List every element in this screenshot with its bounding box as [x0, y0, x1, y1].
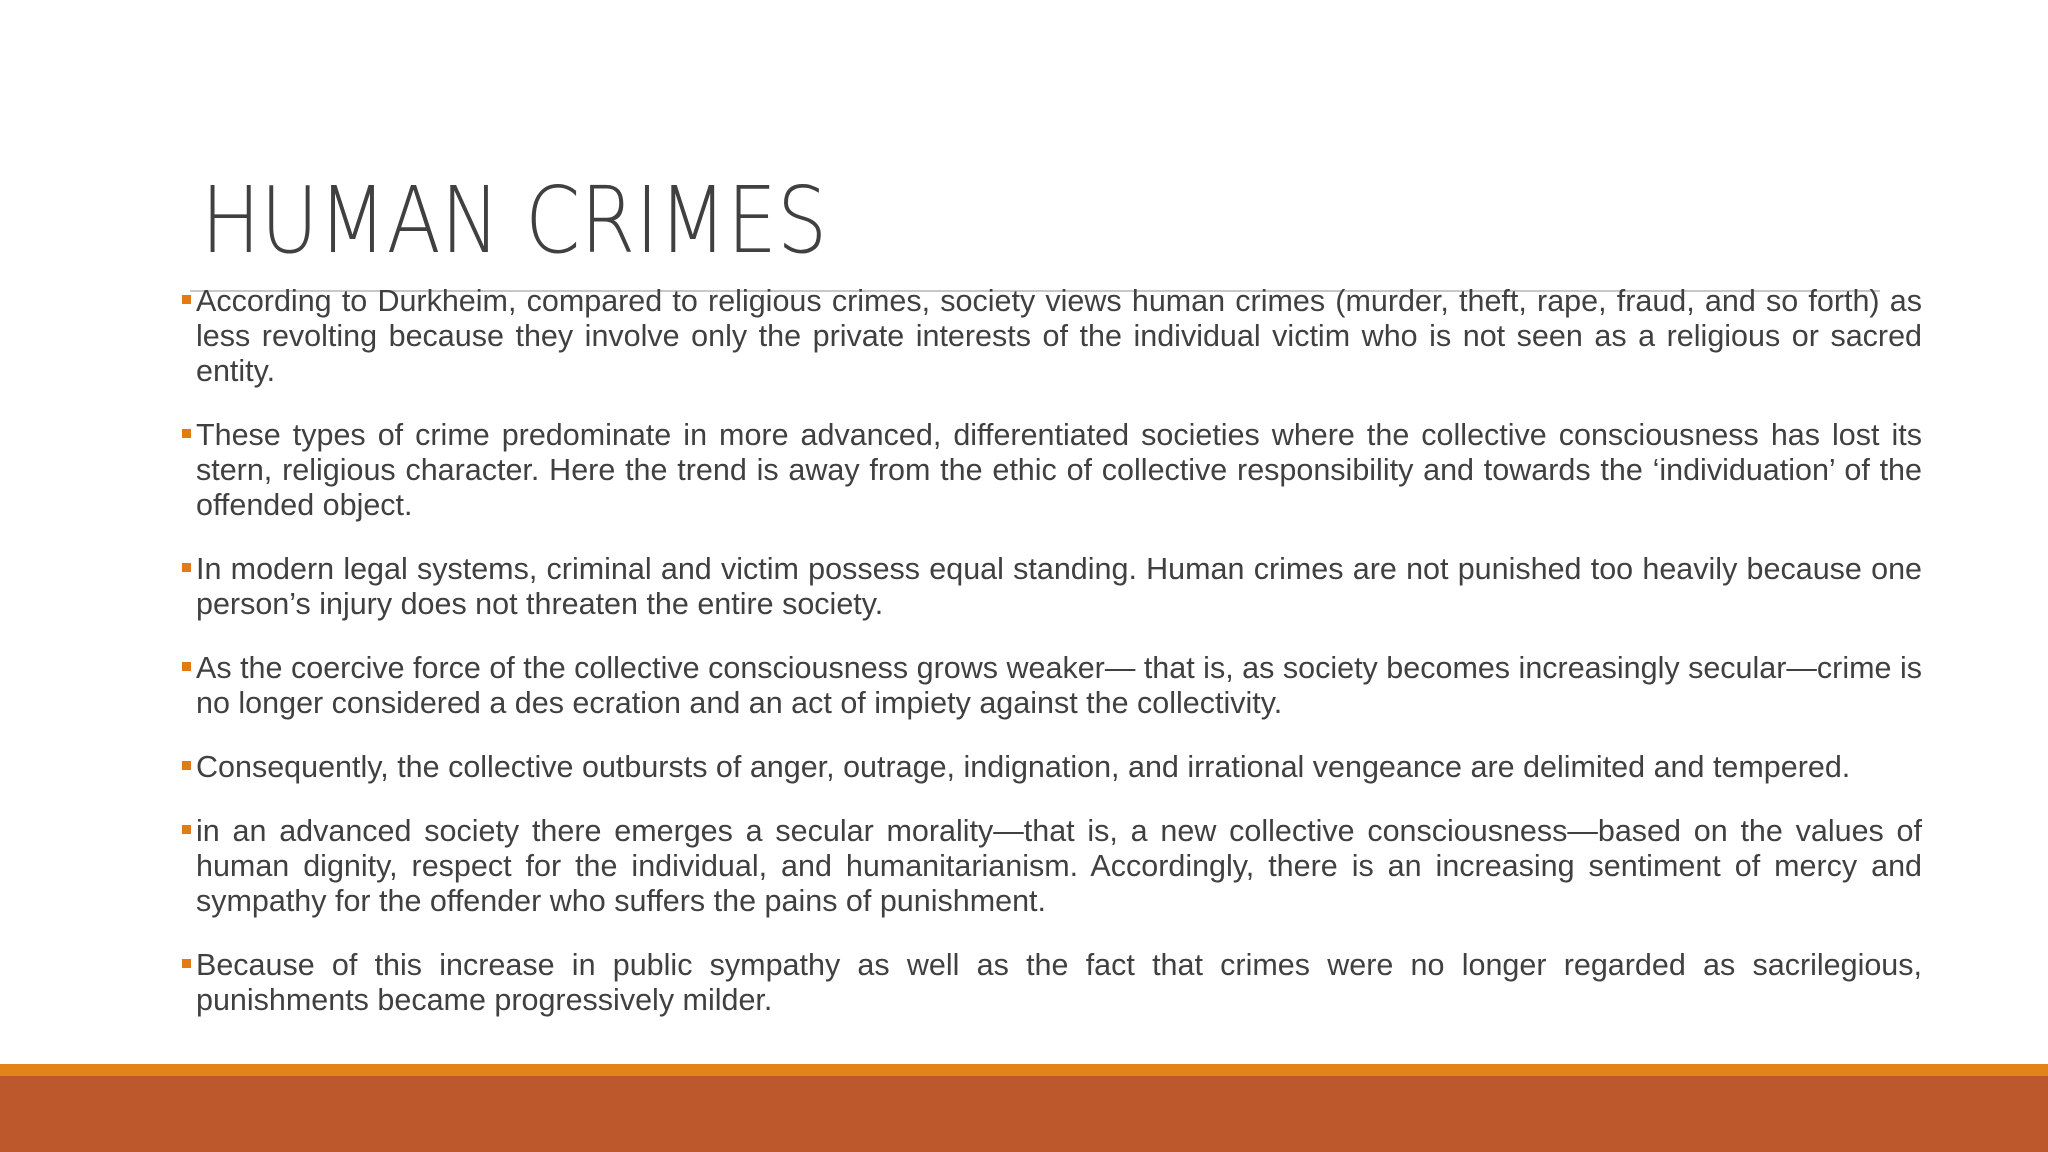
bullet-text: Because of this increase in public sympathy as well as the fact that crimes were no longer regarded as sacrilegious, punishments became progressively milder. [196, 948, 1922, 1017]
bullet-item [180, 814, 1922, 919]
square-bullet-icon [182, 761, 191, 770]
bullet-item [180, 750, 1922, 785]
bullet-item [180, 284, 1922, 389]
square-bullet-icon [182, 295, 191, 304]
bullet-item [180, 418, 1922, 523]
bullet-item [180, 948, 1922, 1018]
bullet-text: In modern legal systems, criminal and victim possess equal standing. Human crimes are not punished too heavily because one person’s injury does not threaten the entire society. [196, 552, 1922, 621]
footer-bar [0, 1076, 2048, 1152]
bullet-list [180, 284, 1922, 1047]
square-bullet-icon [182, 959, 191, 968]
footer-accent-stripe [0, 1064, 2048, 1076]
bullet-item [180, 651, 1922, 721]
slide-title: HUMAN CRIMES [201, 167, 828, 274]
square-bullet-icon [182, 563, 191, 572]
square-bullet-icon [182, 429, 191, 438]
bullet-text: These types of crime predominate in more advanced, differentiated societies where the collective consciousness has lost its stern, religious character. Here the trend is away from the ethic of collective responsibility and towards the ‘individuation’ of the offended object. [196, 418, 1922, 522]
square-bullet-icon [182, 662, 191, 671]
bullet-text: As the coercive force of the collective consciousness grows weaker— that is, as society becomes increasingly secular—crime is no longer considered a des ecration and an act of impiety against the collectivity. [196, 651, 1922, 720]
bullet-text: in an advanced society there emerges a secular morality—that is, a new collective consciousness—based on the values of human dignity, respect for the individual, and humanitarianism. Accordingly, there is an increasing sentiment of mercy and sympathy for the offender who suffers the pains of punishment. [196, 814, 1922, 918]
bullet-text: Consequently, the collective outbursts of anger, outrage, indignation, and irrational vengeance are delimited and tempered. [196, 750, 1851, 784]
bullet-text: According to Durkheim, compared to religious crimes, society views human crimes (murder, theft, rape, fraud, and so forth) as less revolting because they involve only the private interests of the individual victim who is not seen as a religious or sacred entity. [196, 284, 1922, 388]
bullet-item [180, 552, 1922, 622]
square-bullet-icon [182, 825, 191, 834]
